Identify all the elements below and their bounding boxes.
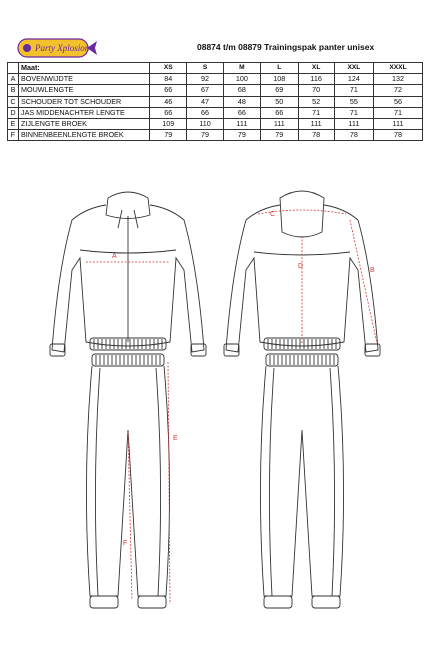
table-cell: 71 <box>374 107 423 118</box>
pants-front-left-cuff <box>90 596 118 608</box>
table-row <box>8 107 423 118</box>
brand-logo <box>17 36 101 60</box>
table-row <box>8 74 423 85</box>
pants-back-side-stripe-left <box>269 368 274 596</box>
table-cell: 66 <box>150 107 187 118</box>
table-row <box>8 85 423 96</box>
table-cell: 108 <box>261 74 298 85</box>
table-cell: 78 <box>374 130 423 141</box>
pants-front-right-cuff <box>138 596 166 608</box>
table-row <box>8 96 423 107</box>
table-cell: 79 <box>223 130 260 141</box>
table-cell: 92 <box>187 74 223 85</box>
logo-text: Party Xplosion <box>35 43 90 53</box>
measure-e-label: E <box>173 435 178 442</box>
jacket-back-hood <box>280 191 324 237</box>
measure-b-label: B <box>370 267 375 274</box>
table-cell: 66 <box>187 107 223 118</box>
document-header <box>7 34 423 62</box>
table-cell: 79 <box>150 130 187 141</box>
table-cell: 68 <box>223 85 260 96</box>
measure-d-label: D <box>298 263 304 270</box>
table-cell: 56 <box>374 96 423 107</box>
pants-back-left-cuff <box>264 596 292 608</box>
row-letter: A <box>8 74 19 85</box>
size-header-label: Maat: <box>19 63 150 74</box>
size-header-xs: XS <box>150 63 187 74</box>
table-row <box>8 130 423 141</box>
measure-f-label: F <box>123 540 128 547</box>
table-cell: 71 <box>334 85 373 96</box>
size-header-m: M <box>223 63 260 74</box>
table-cell: 84 <box>150 74 187 85</box>
measure-c-label: C <box>270 211 276 218</box>
table-cell: 48 <box>223 96 260 107</box>
size-header-xxl: XXL <box>334 63 373 74</box>
pants-back-right-cuff <box>312 596 340 608</box>
table-cell: 100 <box>223 74 260 85</box>
pants-back-drawing <box>260 354 343 608</box>
table-cell: 66 <box>150 85 187 96</box>
jacket-front-drawing <box>50 192 206 356</box>
table-cell: 111 <box>374 118 423 129</box>
table-row <box>8 118 423 129</box>
pants-front-waistband-ribs <box>96 355 160 365</box>
row-label: JAS MIDDENACHTER LENGTE <box>19 107 150 118</box>
table-cell: 69 <box>261 85 298 96</box>
table-cell: 55 <box>334 96 373 107</box>
table-cell: 50 <box>261 96 298 107</box>
row-letter: E <box>8 118 19 129</box>
table-cell: 111 <box>223 118 260 129</box>
jacket-front-hood <box>106 192 150 219</box>
row-letter: C <box>8 96 19 107</box>
size-header-xl: XL <box>298 63 334 74</box>
table-cell: 78 <box>334 130 373 141</box>
row-letter: B <box>8 85 19 96</box>
table-cell: 52 <box>298 96 334 107</box>
table-cell: 110 <box>187 118 223 129</box>
pants-front-legs <box>86 366 169 596</box>
table-cell: 67 <box>187 85 223 96</box>
table-cell: 66 <box>261 107 298 118</box>
size-table-header-row <box>8 63 423 74</box>
table-cell: 78 <box>298 130 334 141</box>
row-letter: D <box>8 107 19 118</box>
row-label: BOVENWIJDTE <box>19 74 150 85</box>
table-cell: 70 <box>298 85 334 96</box>
pants-front-side-stripe-left <box>95 368 100 596</box>
size-header-xxxl: XXXL <box>374 63 423 74</box>
pants-back-waistband-ribs <box>270 355 334 365</box>
row-label: SCHOUDER TOT SCHOUDER <box>19 96 150 107</box>
pants-front-drawing <box>86 354 169 608</box>
table-cell: 47 <box>187 96 223 107</box>
row-letter: F <box>8 130 19 141</box>
row-label: BINNENBEENLENGTE BROEK <box>19 130 150 141</box>
pants-back-side-stripe-right <box>330 368 335 596</box>
size-table <box>7 62 423 141</box>
document-title: 08874 t/m 08879 Trainingspak panter unisex <box>197 42 375 52</box>
table-cell: 71 <box>298 107 334 118</box>
table-cell: 72 <box>374 85 423 96</box>
jacket-back-waistband-ribs <box>268 339 336 349</box>
row-label: ZIJLENGTE BROEK <box>19 118 150 129</box>
pants-back-legs <box>260 366 343 596</box>
table-cell: 132 <box>374 74 423 85</box>
table-cell: 79 <box>261 130 298 141</box>
table-cell: 116 <box>298 74 334 85</box>
pants-front-side-stripe-right <box>156 368 161 596</box>
size-header-s: S <box>187 63 223 74</box>
table-cell: 109 <box>150 118 187 129</box>
table-cell: 79 <box>187 130 223 141</box>
header-corner-cell <box>8 63 19 74</box>
table-cell: 111 <box>334 118 373 129</box>
row-label: MOUWLENGTE <box>19 85 150 96</box>
table-cell: 111 <box>261 118 298 129</box>
garment-drawings <box>0 170 430 645</box>
table-cell: 66 <box>223 107 260 118</box>
size-header-l: L <box>261 63 298 74</box>
table-cell: 111 <box>298 118 334 129</box>
table-cell: 46 <box>150 96 187 107</box>
measure-a-label: A <box>112 253 117 260</box>
table-cell: 124 <box>334 74 373 85</box>
table-cell: 71 <box>334 107 373 118</box>
